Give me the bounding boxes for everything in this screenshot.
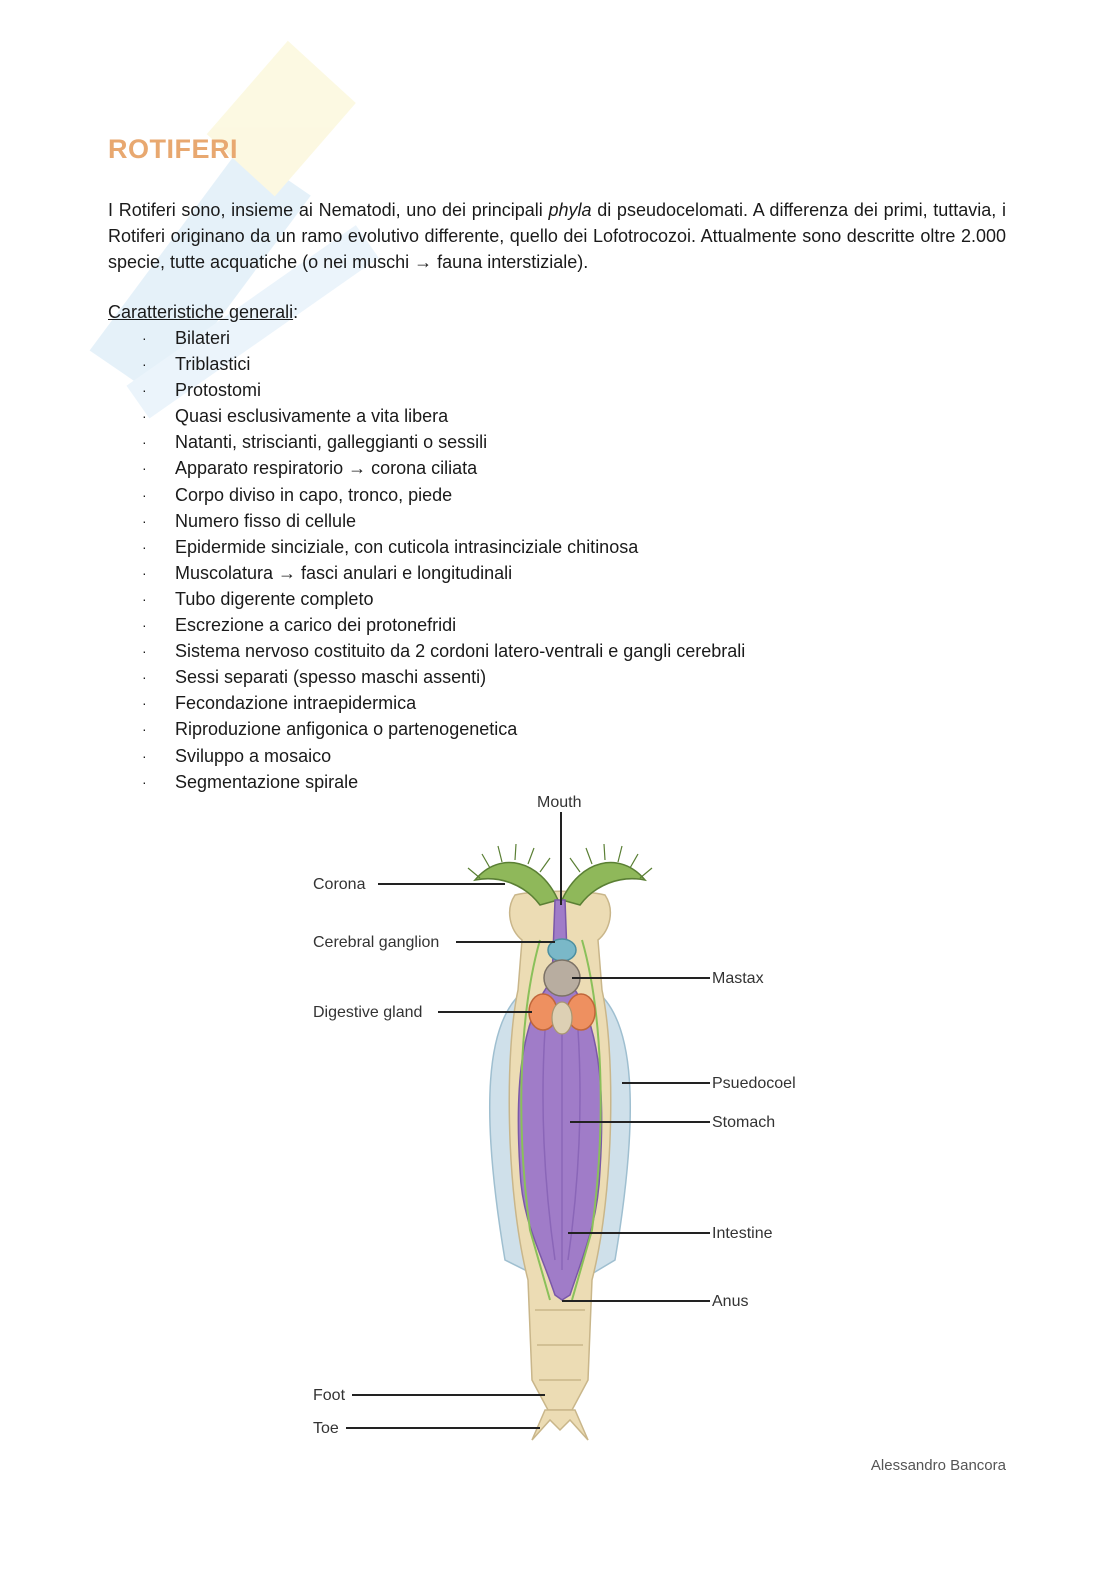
label-toe: Toe [313, 1420, 339, 1437]
label-corona: Corona [313, 876, 366, 893]
list-item: · Riproduzione anfigonica o partenogenetica [108, 716, 745, 742]
label-cerebral-ganglion: Cerebral ganglion [313, 934, 440, 951]
section-heading-label: Caratteristiche generali [108, 302, 294, 322]
label-mastax: Mastax [712, 970, 764, 987]
list-item: · Sviluppo a mosaico [108, 743, 745, 769]
rotifer-diagram [300, 790, 820, 1450]
intro-italic-term: phyla [548, 200, 592, 220]
toe-shape [532, 1410, 588, 1440]
bullet-icon: · [142, 695, 147, 712]
list-item: · Muscolatura → fasci anulari e longitudinali [108, 560, 745, 586]
bullet-icon: · [142, 382, 147, 399]
list-item: · Apparato respiratorio → corona ciliata [108, 455, 745, 481]
list-item: · Bilateri [108, 325, 745, 351]
list-item: · Natanti, striscianti, galleggianti o sessili [108, 429, 745, 455]
list-item: · Sessi separati (spesso maschi assenti) [108, 664, 745, 690]
bullet-icon: · [142, 330, 147, 346]
list-item: · Escrezione a carico dei protonefridi [108, 612, 745, 638]
author-footer: Alessandro Bancora [870, 1457, 1006, 1474]
bullet-icon: · [142, 434, 147, 451]
bullet-icon: · [142, 460, 147, 477]
section-heading [108, 299, 298, 325]
bullet-icon: · [142, 408, 147, 425]
list-item: · Tubo digerente completo [108, 586, 745, 612]
features-list [108, 325, 745, 795]
bullet-icon: · [142, 617, 147, 634]
list-item: · Segmentazione spirale [108, 769, 745, 795]
list-item: · Triblastici [108, 351, 745, 377]
bullet-icon: · [142, 356, 147, 373]
bullet-icon: · [142, 486, 147, 503]
label-stomach: Stomach [712, 1114, 776, 1131]
list-item: · Quasi esclusivamente a vita libera [108, 403, 745, 429]
mastax-lower [552, 1002, 572, 1034]
intro-text-1: I Rotiferi sono, insieme ai Nematodi, uno dei principali [108, 200, 549, 220]
intro-paragraph [108, 197, 1006, 275]
label-intestine: Intestine [712, 1225, 773, 1242]
list-item: · Epidermide sinciziale, con cuticola intrasinciziale chitinosa [108, 534, 745, 560]
bullet-icon: · [142, 773, 147, 790]
bullet-icon: · [142, 643, 147, 660]
list-item: · Numero fisso di cellule [108, 508, 745, 534]
list-item: · Corpo diviso in capo, tronco, piede [108, 482, 745, 508]
bullet-icon: · [142, 538, 147, 555]
bullet-icon: · [142, 669, 147, 686]
section-heading-colon: : [293, 302, 299, 322]
list-item: · Fecondazione intraepidermica [108, 690, 745, 716]
label-pseudocoel: Psuedocoel [712, 1075, 796, 1092]
bullet-icon: · [142, 590, 147, 607]
label-digestive-gland: Digestive gland [313, 1004, 423, 1021]
bullet-icon: · [142, 721, 147, 738]
intro-text-2: di pseudocelomati. A differenza dei primi, tuttavia, i Rotiferi originano da un ramo evolutivo differente, quello dei Lofotrocozoi. Attualmente sono descritte oltre 2.000 specie, tutte acquatiche (o nei muschi → fauna interstiziale). [108, 200, 1006, 272]
bullet-icon: · [142, 512, 147, 529]
page-title: ROTIFERI [108, 134, 238, 164]
list-item: · Sistema nervoso costituito da 2 cordoni latero-ventrali e gangli cerebrali [108, 638, 745, 664]
bullet-icon: · [142, 747, 147, 764]
label-mouth: Mouth [537, 794, 582, 811]
label-anus: Anus [712, 1293, 749, 1310]
label-foot: Foot [313, 1387, 346, 1404]
bullet-icon: · [142, 564, 147, 581]
list-item: · Protostomi [108, 377, 745, 403]
